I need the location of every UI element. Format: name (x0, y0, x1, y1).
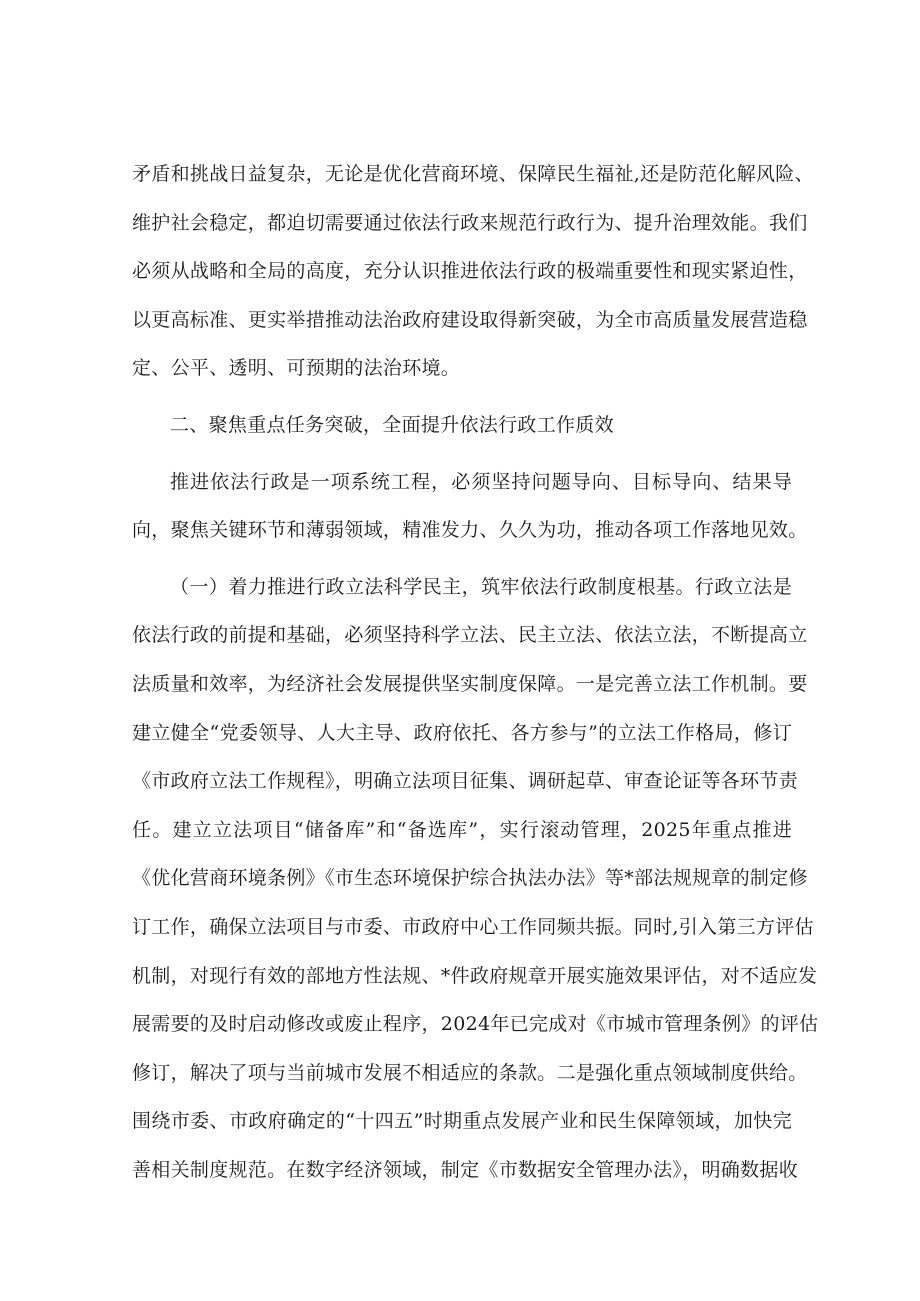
paragraph-1 (132, 150, 814, 393)
paragraph-gap (132, 450, 792, 458)
text-line: 围绕市委、市政府确定的“十四五”时期重点发展产业和民生保障领域，加快完 (132, 1110, 792, 1133)
text-line: 矛盾和挑战日益复杂，无论是优化营商环境、保障民生福祉,还是防范化解风险、 (132, 163, 814, 185)
text-line: 任。建立立法项目“储备库”和“备选库”，实行滚动管理，2025年重点推进 (132, 818, 792, 841)
text-line: 《优化营商环境条例》《市生态环境保护综合执法办法》等*部法规规章的制定修 (132, 867, 808, 890)
text-line: 《市政府立法工作规程》，明确立法项目征集、调研起草、审查论证等各环节责 (132, 770, 799, 793)
text-line: 善相关制度规范。在数字经济领域，制定《市数据安全管理办法》，明确数据收 (132, 1158, 799, 1181)
document-body (132, 150, 819, 1194)
text-line: 必须从战略和全局的高度，充分认识推进依法行政的极端重要性和现实紧迫性， (132, 260, 808, 283)
text-line: 维护社会稳定，都迫切需要通过依法行政来规范行政行为、提升治理效能。我们 (132, 211, 808, 234)
text-line: 修订，解决了项与当前城市发展不相适应的条款。二是强化重点领域制度供给。 (132, 1061, 808, 1084)
text-line: 法质量和效率，为经济社会发展提供坚实制度保障。一是完善立法工作机制。要 (132, 672, 808, 695)
paragraph-3 (132, 563, 819, 1195)
section-heading-2 (132, 401, 792, 450)
text-line: 依法行政的前提和基础，必须坚持科学立法、民主立法、依法立法，不断提高立 (132, 624, 808, 647)
text-line: 建立健全“党委领导、人大主导、政府依托、各方参与”的立法工作格局，修订 (132, 721, 792, 744)
text-line: 以更高标准、更实举措推动法治政府建设取得新突破，为全市高质量发展营造稳 (132, 308, 808, 331)
text-line: 推进依法行政是一项系统工程，必须坚持问题导向、目标导向、结果导 (170, 470, 792, 493)
text-line: 定、公平、透明、可预期的法治环境。 (132, 357, 461, 380)
paragraph-2 (132, 458, 808, 555)
paragraph-gap (132, 555, 792, 563)
paragraph-gap (132, 393, 792, 401)
text-line: 展需要的及时启动修改或废止程序，2024年已完成对《市城市管理条例》的评估 (132, 1013, 819, 1036)
text-line: 向，聚焦关键环节和薄弱领域，精准发力、久久为功，推动各项工作落地见效。 (132, 519, 808, 542)
text-line: 机制，对现行有效的部地方性法规、*件政府规章开展实施效果评估，对不适应发 (132, 964, 818, 987)
text-line: 订工作，确保立法项目与市委、市政府中心工作同频共振。同时,引入第三方评估 (132, 915, 814, 938)
text-line: （一）着力推进行政立法科学民主，筑牢依法行政制度根基。行政立法是 (170, 575, 792, 598)
heading-line: 二、聚焦重点任务突破，全面提升依法行政工作质效 (170, 413, 614, 436)
